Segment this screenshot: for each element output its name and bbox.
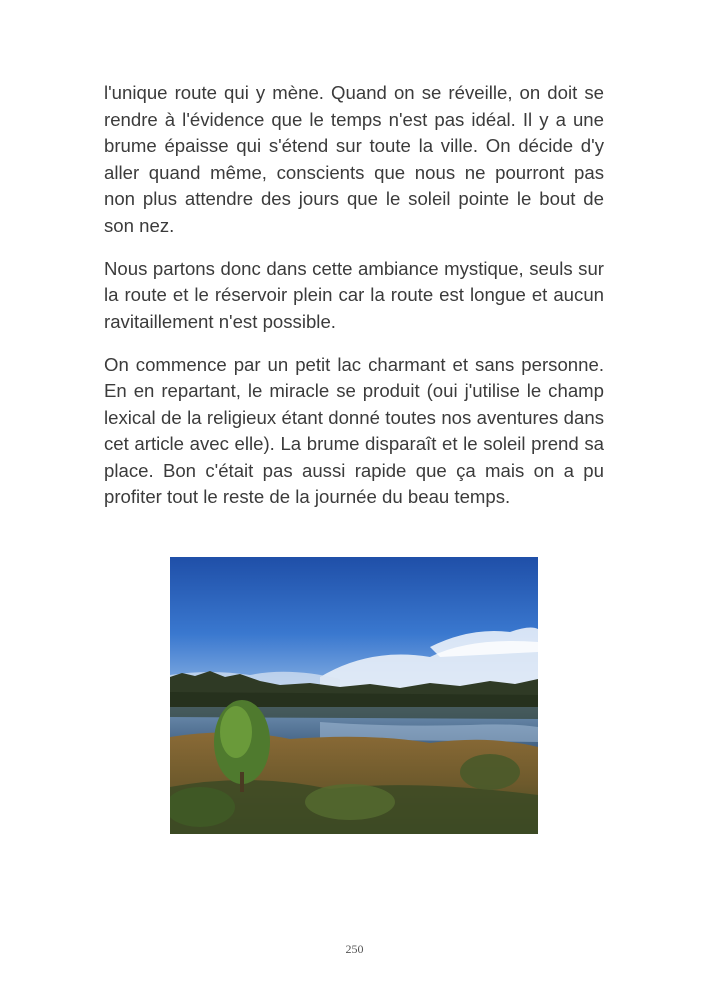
- page-number: 250: [345, 942, 364, 956]
- paragraph-2: Nous partons donc dans cette ambiance mystique, seuls sur la route et le réservoir plein car la route est longue et aucun ravitaillement n'est possible.: [104, 257, 604, 332]
- paragraph-1: l'unique route qui y mène. Quand on se réveille, on doit se rendre à l'évidence que le temps n'est pas idéal. Il y a une brume épaisse qui s'étend sur toute la ville. On décide d'y aller quand même, conscients que nous ne pourront pas non plus attendre des jours que le soleil pointe le bout de son nez.: [104, 82, 604, 236]
- article-body: [104, 80, 604, 527]
- paragraph-3: On commence par un petit lac charmant et sans personne. En en repartant, le miracle se produit (oui j'utilise le champ lexical de la religieux étant donné toutes nos aventures dans cet article avec elle). La brume disparaît et le soleil prend sa place. Bon c'était pas aussi rapide que ça mais on a pu profiter tout le reste de la journée du beau temps.: [104, 353, 604, 507]
- lake-photo: [170, 557, 538, 834]
